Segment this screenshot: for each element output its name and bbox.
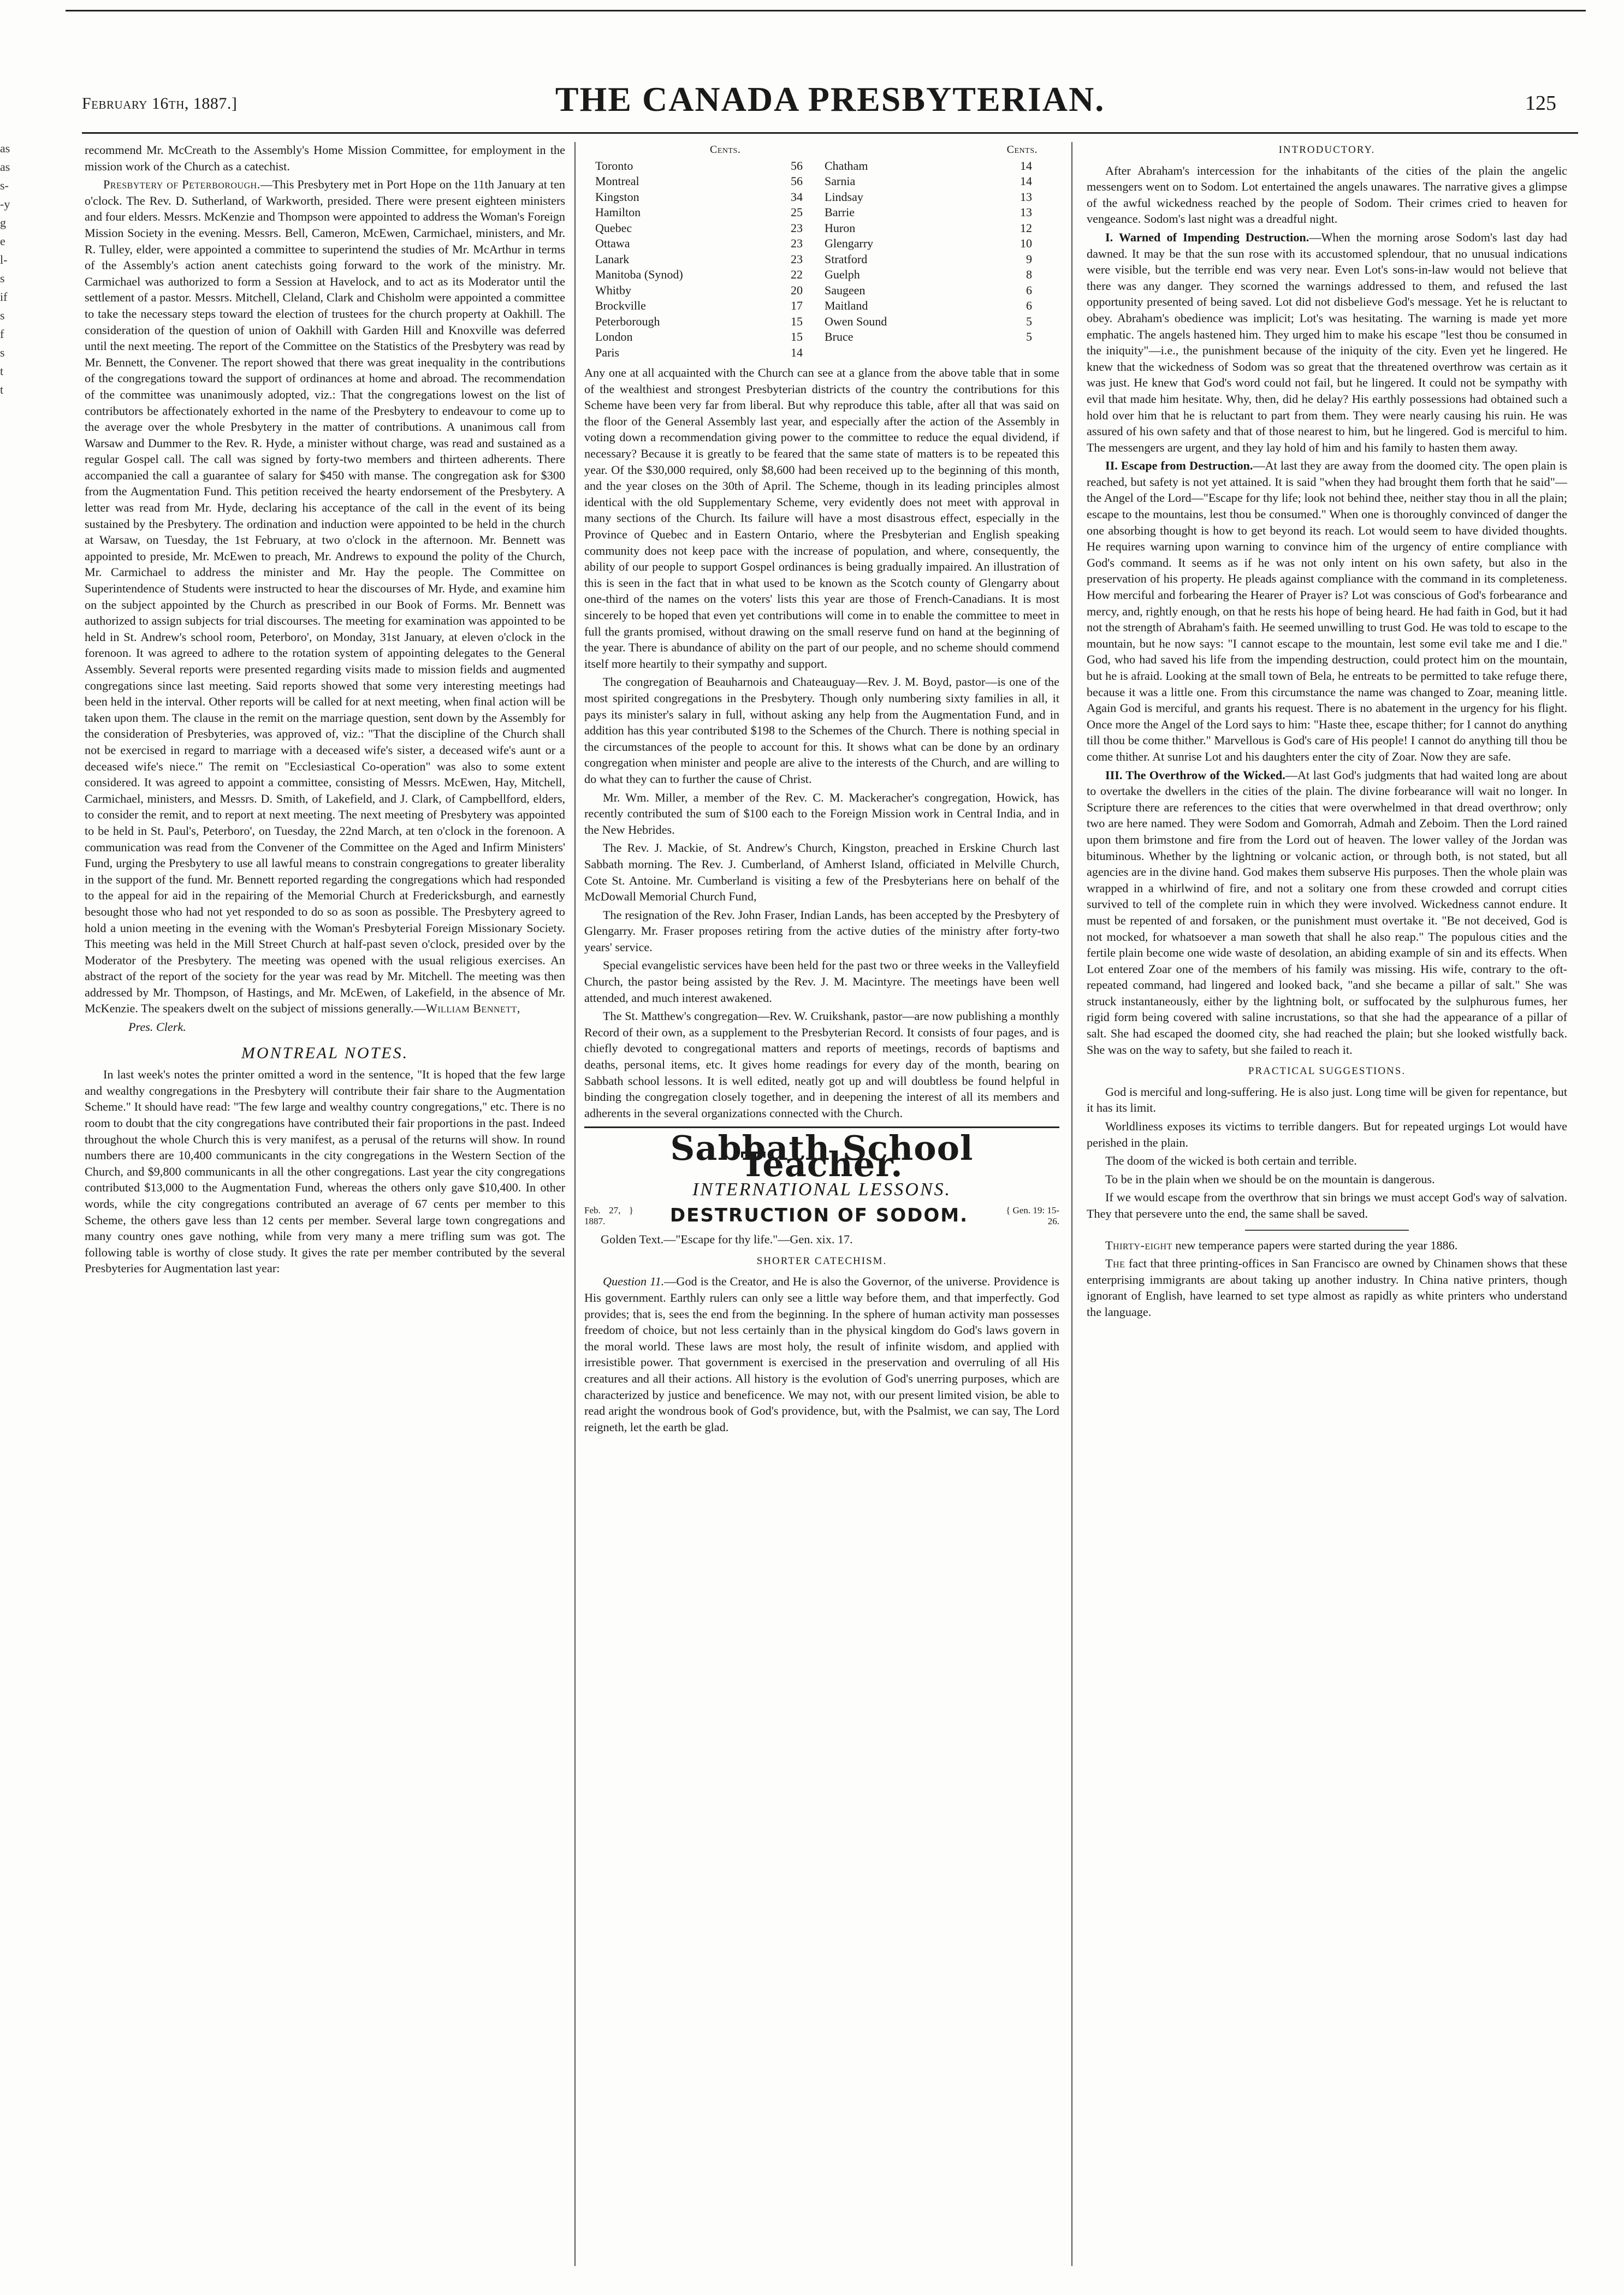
presbytery-name: Montreal [595,174,639,188]
cents-label: Cents. [710,144,741,156]
cents-row [825,298,1032,314]
lesson-heading [584,1205,1059,1227]
cents-row [595,236,803,252]
cents-value: 13 [1020,205,1032,220]
presbytery-name: Kingston [595,189,639,204]
paragraph-body: —God is the Creator, and He is also the Governor, of the universe. Providence is His government. Earthly rulers can only see a little way before them, and that imperfectly. God provides; that is, sees the end from the beginning. In the sphere of human activity man possesses freedom of choice, but not less certainly than in the physical kingdom do God's laws govern in the moral world. These laws are most holy, the result of infinite wisdom, and applied with irresistible power. That government is exercised in the preservation and overruling of all His creatures and all their actions. All history is the evolution of God's unerring purposes, which are characterized by justice and beneficence. We may not, with our present limited vision, be able to read aright the wondrous book of God's providence, but, with the Psalmist, we can say, The Lord reigneth, let the earth be glad. [584,1274,1059,1434]
paragraph: The congregation of Beauharnois and Chateauguay—Rev. J. M. Boyd, pastor—is one of the most spirited congregations in the Presbytery. Though only numbering sixty families in all, it pays its minister's salary in full, without asking any help from the Augmentation Fund, and in addition has this year contributed $198 to the Schemes of the Church. There is nothing special in the circumstances of the people to account for this. It shows what can be done by an ordinary congregation when minister and people are alive to the interests of the Church, and are willing to do what they can to further the cause of Christ. [584,675,1059,786]
cents-row [595,314,803,330]
cents-row [825,205,1032,221]
cents-value: 15 [791,330,803,344]
cents-row [595,345,803,361]
paragraph: The resignation of the Rev. John Fraser, Indian Lands, has been accepted by the Presbytery of Glengarry. Mr. Fraser proposes retiring from the active duties of the ministry after forty-two years' service. [584,908,1059,954]
cents-row [595,298,803,314]
suggestion: Worldliness exposes its victims to terrible dangers. But for repeated urgings Lot would have perished in the plain. [1087,1119,1567,1149]
cents-row [825,252,1032,268]
cents-value: 23 [791,236,803,251]
page-number: 125 [1525,92,1556,115]
cents-table [584,158,1059,361]
header-rule [82,132,1578,134]
cents-value: 14 [791,345,803,359]
paragraph: The Rev. J. Mackie, of St. Andrew's Church, Kingston, preached in Erskine Church last Sabbath morning. The Rev. J. Cumberland, of Amherst Island, officiated in Melville Church, Cote St. Antoine. Mr. Cumberland is visiting a few of the Presbyterians here on behalf of the McDowall Memorial Church Fund, [584,841,1059,904]
presbytery-name: Owen Sound [825,314,887,328]
cents-row [595,252,803,268]
divider [1245,1230,1409,1231]
paragraph-lead: I. Warned of Impending Destruction. [1105,230,1309,244]
presbytery-name: London [595,330,633,344]
presbytery-name: Ottawa [595,236,630,251]
paragraph [1087,1255,1567,1320]
cents-row [825,267,1032,283]
presbytery-name: Saugeen [825,283,866,297]
presbytery-name: Toronto [595,158,633,173]
paragraph: In last week's notes the printer omitted a word in the sentence, "It is hoped that the few large and wealthy congregations in the Presbytery will contribute their fair share to the Augmentation Scheme." It should have read: "The few large and wealthy country congregations," etc. There is no room to doubt that the city congregations have contributed their fair proportions in the past. Indeed throughout the whole Church this is very manifest, as a perusal of the returns will show. In round numbers there are 10,400 communicants in the city congregations in the Western Section of the Church, and $9,800 communicants in all the other congregations. Last year the city congregations contributed $13,000 to the Augmentation Fund, whereas the others only gave $10,400. In other words, while the city congregations contributed an average of 67 cents per member to this Scheme, the others gave less than 12 cents per member. Several large town congregations and many country ones gave nothing, while from very many a mere trifling sum was got. The following table is worthy of close study. It gives the rate per member contributed by the several Presbyteries for Augmentation last year: [85,1068,565,1276]
lesson-title: DESTRUCTION OF SODOM. [669,1205,969,1227]
masthead-title: THE CANADA PRESBYTERIAN. [555,80,1105,118]
presbytery-name: Peterborough [595,314,660,328]
presbytery-name: Maitland [825,299,868,313]
cents-row [595,329,803,345]
paragraph: Any one at all acquainted with the Church can see at a glance from the above table that in some of the wealthiest and strongest Presbyterian districts of the country the contributions for this Scheme have been very far from liberal. But why reproduce this table, after all that was said on the floor of the General Assembly last year, and especially after the action of the Assembly in voting down a recommendation giving power to the committee to reduce the equal dividend, if necessary? Because it is greatly to be feared that the same state of matters is to be repeated this year. Of the $30,000 required, only $8,600 had been received up to the beginning of this month, and the year closes on the 30th of April. The Scheme, though in its leading principles almost identical with the old Supplementary Scheme, very evidently does not meet with approval in many sections of the Church. Its failure will have a most disastrous effect, especially in the Province of Quebec and in Eastern Ontario, where the Presbyterian and English speaking community does not keep pace with the increase of population, and where, consequently, the ability of our people to support Gospel ordinances is being gradually impaired. An illustration of this is seen in the fact that in what used to be known as the Scotch county of Glengarry about one-third of the names on the voters' lists this year are those of French-Canadians. It is most sincerely to be hoped that even yet contributions will come in to enable the committee to meet in full the grants promised, without drawing on the small reserve fund on hand at the beginning of the year. There is abundance of ability on the part of our people, and no scheme should commend itself more heartily to their sympathy and support. [584,366,1059,671]
margin-marks: as as s- -y g e l- s if s f s t t [0,141,10,396]
suggestion: To be in the plain when we should be on the mountain is dangerous. [1105,1172,1435,1186]
suggestion: God is merciful and long-suffering. He is also just. Long time will be given for repentance, but it has its limit. [1087,1084,1567,1115]
signature: William Bennett, [425,1001,520,1016]
paragraph-lead: II. Escape from Destruction. [1105,459,1253,473]
signature-title: Pres. Clerk. [128,1020,186,1034]
lesson-date: Feb. 27, } 1887. [584,1205,633,1227]
paragraph-body: —When the morning arose Sodom's last day had dawned. It may be that the sun rose with its accustomed splendour, that no unusual indications were visible, but the terrible end was very near. Even Lot's sons-in-law would not believe that there was any danger. They scorned the warnings addressed to them, and refused the last opportunity presented of being saved. Lot did not disbelieve God's message. Yet he is reluctant to obey. Abraham's obedience was implicit; Lot's was hesitating. The warning is made yet more emphatic. The angels hastened him. They urged him to make his escape "lest thou be consumed in the iniquity"—i.e., the punishment because of the iniquity of the city. Even yet he lingered. He knew that the wickedness of Sodom was so great that the threatened overthrow was certain as it was just. He knew that God's word could not fail, but he lingered. It could not be sympathy with evil that made him hesitate. Why, then, did he delay? His earthly possessions had obtained such a hold over him that he is reluctant to part from them. They were nearly causing his ruin. He was assured of his own safety and that of those nearest to him, but he lingered. God is merciful to him. The messengers are urgent, and they lay hold of him and his family to hasten them away. [1087,230,1567,454]
presbytery-name: Hamilton [595,205,641,220]
presbytery-name: Chatham [825,158,868,173]
presbytery-name: Manitoba (Synod) [595,268,683,282]
column-2 [584,142,1059,2272]
paragraph [1087,458,1567,764]
cents-list-right [825,158,1032,361]
practical-suggestions [1087,1084,1567,1222]
practical-heading: PRACTICAL SUGGESTIONS. [1248,1065,1406,1077]
cents-value: 56 [791,174,803,188]
paragraph-body: —At last they are away from the doomed city. The open plain is reached, but safety is not yet attained. It is said "when they had brought them forth that he said"—the Angel of the Lord—"Escape for thy life; look not behind thee, neither stay thou in all the plain; escape to the mountains, lest thou be consumed." When one is thoroughly convinced of danger the one absorbing thought is how to get beyond its reach. Lot would seem to have divided thoughts. He requires warning upon warning to convince him of the urgency of entire compliance with God's command. It seems as if he was not only intent on his own safety, but also in the preservation of his property. He pleads against compliance with the command in its completeness. How merciful and forbearing the Hearer of Prayer is? Lot was conscious of God's forbearance and mercy, and, rightly enough, on that he rests his hope of being heard. He had faith in God, but it had not the strength of Abraham's faith. He seemed unwilling to trust God. He was told to escape to the mountain, but he now says: "I cannot escape to the mountain, lest some evil take me and I die." God, who had saved his life from the impending destruction, could protect him on the mountain, but he is afraid. Looking at the small town of Bela, he entreats to be permitted to take refuge there, because it was a little one. From this circumstance the name was changed to Zoar, meaning little. Again God is merciful, and grants his request. There is no abatement in the urgency for his flight. Once more the Angel of the Lord says to him: "Haste thee, escape thither; for I cannot do anything till thou be come thither." Marvellous is God's care of His people! I cannot do anything till thou be come thither. At sunrise Lot and his daughters enter the city of Zoar. Now they are safe. [1087,459,1567,763]
cents-value: 23 [791,221,803,235]
presbytery-name: Huron [825,221,856,235]
cents-value: 6 [1026,283,1032,297]
cents-value: 25 [791,205,803,220]
paragraph: Mr. Wm. Miller, a member of the Rev. C. M. Mackeracher's congregation, Howick, has recently contributed the sum of $100 each to the Foreign Mission work in Central India, and in the New Hebrides. [584,790,1059,837]
cents-row [595,221,803,236]
suggestion: The doom of the wicked is both certain and terrible. [1105,1154,1357,1168]
paragraph-lead: The [1105,1256,1125,1271]
lessons-heading: INTERNATIONAL LESSONS. [692,1179,952,1200]
catechism-heading: SHORTER CATECHISM. [756,1255,887,1267]
suggestion: If we would escape from the overthrow that sin brings we must accept God's way of salvation. They that persevere unto the end, the same shall be saved. [1087,1190,1567,1220]
cents-row [595,267,803,283]
cents-row [595,158,803,174]
cents-value: 8 [1026,268,1032,282]
presbytery-name: Lanark [595,252,630,266]
paragraph: Special evangelistic services have been held for the past two or three weeks in the Valleyfield Church, the pastor being assisted by the Rev. J. M. Macintyre. The meetings have been well attended, and much interest awakened. [584,958,1059,1005]
paragraph-body: new temperance papers were started during the year 1886. [1172,1238,1458,1252]
paragraph: recommend Mr. McCreath to the Assembly's Home Mission Committee, for employment in the mission work of the Church as a catechist. [85,143,565,173]
cents-table-header [584,142,1059,158]
cents-row [595,189,803,205]
cents-value: 5 [1026,330,1032,344]
column-3 [1087,142,1567,2272]
issue-date: February 16th, 1887.] [82,94,238,112]
cents-row [825,283,1032,299]
cents-row [595,283,803,299]
cents-value: 23 [791,252,803,266]
cents-value: 17 [791,299,803,313]
cents-list-left [595,158,803,361]
paragraph [1087,767,1567,1058]
presbytery-name: Barrie [825,205,855,220]
intro-heading: INTRODUCTORY. [1278,144,1376,156]
presbytery-name: Whitby [595,283,631,297]
paragraph: The St. Matthew's congregation—Rev. W. Cruikshank, pastor—are now publishing a monthly Record of their own, as a supplement to the Presbyterian Record. It consists of four pages, and is chiefly devoted to congregational matters and reports of meetings, records of baptisms and deaths, personal items, etc. It gives home readings for every day of the month, bearing on Sabbath school lessons. It is well edited, neatly got up and will doubtless be found helpful in binding the congregation closely together, and in deepening the interest of all its members and adherents in the several organizations connected with the Church. [584,1009,1059,1120]
cents-value: 15 [791,314,803,328]
page-header [82,79,1578,128]
column-divider [574,142,576,2266]
paragraph [584,1273,1059,1435]
paragraph [85,176,565,1017]
cents-value: 6 [1026,299,1032,313]
presbytery-name: Paris [595,345,619,359]
cents-row [595,174,803,189]
cents-row [825,314,1032,330]
sabbath-school-title: Sabbath School Teacher. [670,1128,974,1184]
cents-value: 10 [1020,236,1032,251]
lesson-reference: { Gen. 19: 15-26. [1006,1205,1059,1227]
cents-value: 14 [1020,158,1032,173]
paragraph [1087,1237,1567,1254]
cents-value: 12 [1020,221,1032,235]
presbytery-name: Brockville [595,299,646,313]
cents-row [825,158,1032,174]
cents-value: 22 [791,268,803,282]
cents-value: 34 [791,189,803,204]
paragraph-lead: Thirty-eight [1105,1238,1172,1252]
paragraph-body: —At last God's judgments that had waited long are about to overtake the dwellers in the cities of the plain. The divine forbearance will wait no longer. In Scripture there are references to the cities that were overwhelmed in that dread overthrow; only two are here named. They were Sodom and Gomorrah, Admah and Zeboim. Then the Lord rained upon them brimstone and fire from the Lord out of heaven. The lower valley of the Jordan was bituminous. Whether by the lightning or volcanic action, or through both, is not stated, but all agencies are in the divine hand. God makes them subserve His purposes. Then the whole plain was wrapped in a whirlwind of fire, and not a solitary one from these crowded and corrupt cities survived to tell of the complete ruin in which they were involved. Wickedness cannot endure. It must be repented of and forsaken, or the punishment must overtake it. "Be not deceived, God is not mocked, for whatsoever a man soweth that shall he also reap." The populous cities and the fertile plain become one wide waste of desolation, an abiding example of sin and its effects. When Lot entered Zoar one of the members of his family was missing. His wife, contrary to the oft-repeated command, had lingered and looked back, "and she became a pillar of salt." She was struck instantaneously, either by the lightning bolt, or suffocated by the sulphurous fumes, her rigid form being covered with saline incrustations, so that she had the appearance of a pillar of salt. She had escaped the doomed city, she had reached the plain; but she looked wistfully back. She was on the way to safety, but she failed to reach it. [1087,768,1567,1057]
cents-row [825,236,1032,252]
cents-label: Cents. [1006,144,1038,156]
golden-text: Golden Text.—"Escape for thy life."—Gen. xix. 17. [601,1232,853,1247]
cents-value: 56 [791,158,803,173]
cents-value: 14 [1020,174,1032,188]
column-divider [1071,142,1072,2266]
cents-value: 20 [791,283,803,297]
presbytery-name: Guelph [825,268,860,282]
presbytery-name: Sarnia [825,174,856,188]
paragraph-body: fact that three printing-offices in San Francisco are owned by Chinamen shows that these enterprising immigrants are about taking up another industry. In China native printers, though ignorant of English, have learned to set type almost as rapidly as white printers who understand the language. [1087,1256,1567,1319]
cents-row [825,174,1032,189]
cents-row [825,329,1032,345]
paragraph-lead: Presbytery of Peterborough. [103,177,260,192]
question-label: Question 11. [603,1274,665,1289]
cents-value: 5 [1026,314,1032,328]
cents-value: 9 [1026,252,1032,266]
top-rule [66,10,1586,11]
presbytery-name: Bruce [825,330,854,344]
paragraph: After Abraham's intercession for the inhabitants of the cities of the plain the angelic messengers went on to Sodom. Lot entertained the angels unawares. The narrative gives a glimpse of the awful wickedness reached by the people of Sodom. Their crimes cried to heaven for vengeance. Sodom's last night was a dreadful night. [1087,163,1567,226]
presbytery-name: Lindsay [825,189,863,204]
presbytery-name: Stratford [825,252,868,266]
paragraph-lead: III. The Overthrow of the Wicked. [1105,768,1285,782]
cents-row [825,221,1032,236]
paragraph-body: —This Presbytery met in Port Hope on the 11th January at ten o'clock. The Rev. D. Sutherland, of Warkworth, presided. There were present eighteen ministers and four elders. Messrs. McKenzie and Thompson were appointed to address the Woman's Foreign Mission Society in the evening. Messrs. Bell, Cameron, McEwen, Carmichael, ministers, and Mr. R. Tulley, elder, were appointed a committee to superintend the studies of Mr. McArthur in terms of the Assembly's action anent catechists going forward to the work of the ministry. Mr. Carmichael was authorized to form a Session at Havelock, and to act as its Moderator until the settlement of a pastor. Messrs. Mitchell, Cleland, Clark and Chisholm were appointed a committee to take the necessary steps toward the election of trustees for the church property at Oakhill. The consideration of the question of union of Oakhill with Garden Hill and Knoxville was deferred until the next meeting. The report of the Committee on the Statistics of the Presbytery was read by Mr. Bennett, the Convener. The report showed that there was great inequality in the contributions of the congregations toward the support of ordinances at home and abroad. The recommendation of the committee was unanimously adopted, viz.: That the congregations lowest on the list of contributors be affectionately exhorted in the name of the Presbytery to endeavour to come up to the average over the whole Presbytery in the matter of contributions. A unanimous call from Warsaw and Dummer to the Rev. R. Hyde, a minister without charge, was read and sustained as a regular Gospel call. The call was signed by forty-two members and thirteen adherents. There accompanied the call a guarantee of salary for $450 with manse. The congregation ask for $300 from the Augmentation Fund. This petition received the hearty endorsement of the Presbytery. A letter was read from Mr. Hyde, declaring his acceptance of the call in the event of its being sustained by the Presbytery. The ordination and induction were appointed to be held in the church at Warsaw, on Tuesday, the 1st February, at two o'clock in the afternoon. Mr. Bennett was appointed to preside, Mr. McEwen to preach, Mr. Andrews to expound the polity of the Church, Mr. Carmichael to address the minister and Mr. Hay the people. The Committee on Superintendence of Students were instructed to hear the discourses of Mr. Hyde, and examine him on the subject appointed by the Church as prescribed in our Book of Forms. Mr. Bennett was authorized to assign subjects for trial discourses. The meeting for examination was appointed to be held in St. Andrew's school room, Peterboro', on Monday, 31st January, at eleven o'clock in the forenoon. It was agreed to adhere to the rotation system of appointing delegates to the General Assembly. Several reports were presented regarding visits made to mission fields and augmented congregations since last meeting. Said reports showed that some very interesting meetings had been held in the interval. Other reports will be called for at next meeting, when final action will be taken upon them. The clause in the remit on the marriage question, sent down by the Assembly for the consideration of Presbyteries, was approved of, viz.: "That the discipline of the Church shall not be exercised in regard to marriage with a deceased wife's sister, a deceased wife's aunt or a deceased wife's niece." The remit on "Ecclesiastical Co-operation" was also to some extent considered. It was agreed to appoint a committee, consisting of Messrs. McEwen, Hay, Mitchell, Carmichael, ministers, and Messrs. D. Smith, of Lakefield, and J. Clark, of Campbellford, elders, to consider the remit, and to report at next meeting. The next meeting of Presbytery was appointed to be held in St. Paul's, Peterboro', on Tuesday, the 22nd March, at ten o'clock in the forenoon. A communication was read from the Convener of the Committee on the Aged and Infirm Ministers' Fund, urging the Presbytery to use all lawful means to constrain congregations to greater liberality in the support of the fund. Mr. Bennett reported regarding the congregations which had responded to the appeal for aid in the repairing of the Memorial Church at Fredericksburgh, and earnestly besought those who had not yet responded to do so as soon as possible. The Presbytery agreed to hold a union meeting in the evening with the Woman's Presbyterial Foreign Missionary Society. This meeting was held in the Mill Street Church at half-past seven o'clock, presided over by the Moderator of the Presbytery. The meeting was opened with the usual religious exercises. An abstract of the report of the society for the year was read by Mr. Mitchell. The meeting was then addressed by Mr. Thompson, of Hastings, and Mr. McEwen, of Lakefield, in the absence of Mr. McKenzie. The speakers dwelt on the subject of missions generally.— [85,177,565,1016]
cents-value: 13 [1020,189,1032,204]
section-heading: MONTREAL NOTES. [241,1043,409,1062]
column-1 [85,142,565,2272]
presbytery-name: Glengarry [825,236,874,251]
cents-row [595,205,803,221]
paragraph [1087,229,1567,455]
presbytery-name: Quebec [595,221,632,235]
cents-row [825,189,1032,205]
